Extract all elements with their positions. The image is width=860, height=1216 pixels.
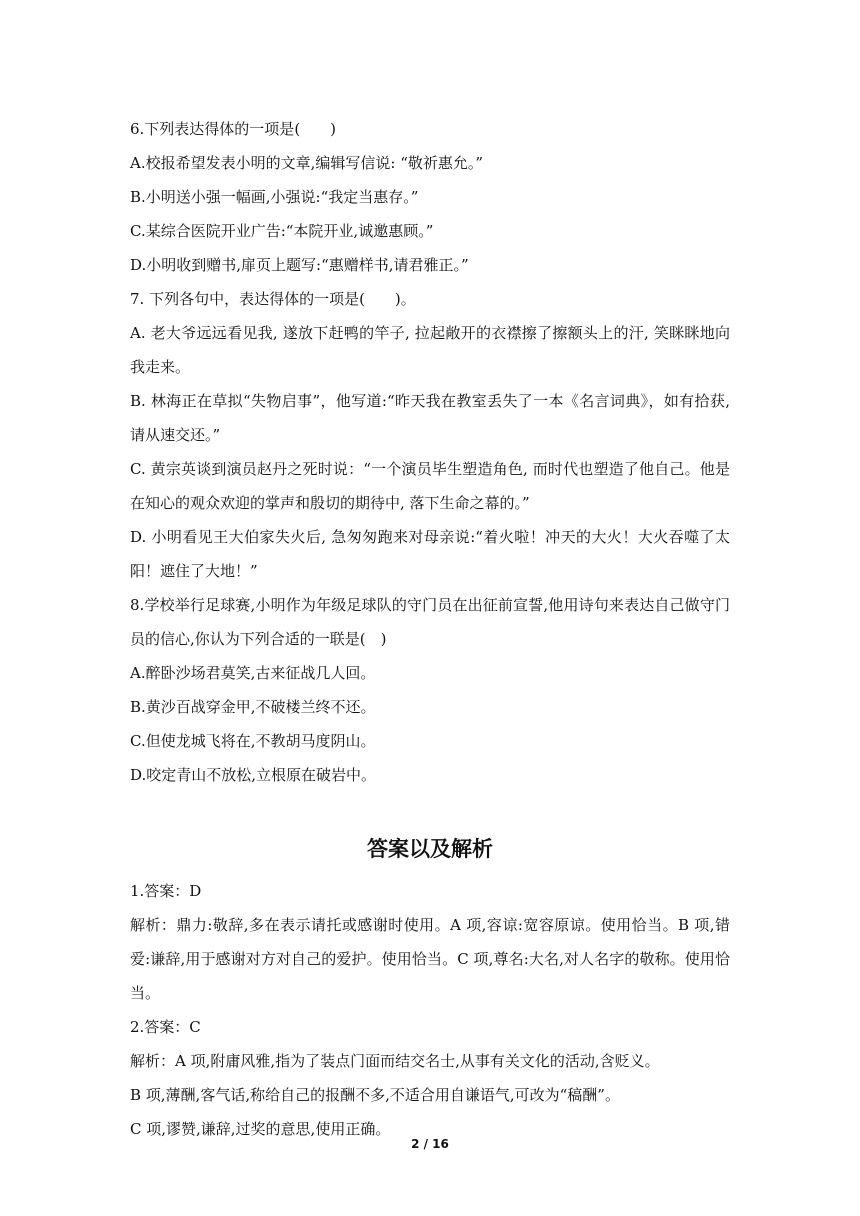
explanation-2-a: 解析：A 项,附庸风雅,指为了装点门面而结交名士,从事有关文化的活动,含贬义。 [130, 1052, 660, 1070]
option-d: D.咬定青山不放松,立根原在破岩中。 [130, 766, 377, 784]
explanation-1: 解析：鼎力:敬辞,多在表示请托或感谢时使用。A 项,容谅:宽容原谅。使用恰当。B 项,错爱:谦辞,用于感谢对方对自己的爱护。使用恰当。C 项,尊名:大名,对人名字的敬称。使用恰当。 [130, 916, 730, 1002]
option-c: C.但使龙城飞将在,不教胡马度阴山。 [130, 732, 376, 750]
explanation-2-b: B 项,薄酬,客气话,称给自己的报酬不多,不适合用自谦语气,可改为“稿酬”。 [130, 1086, 620, 1104]
page-content [130, 112, 730, 1146]
option-b: B. 林海正在草拟“失物启事”，他写道:“昨天我在教室丢失了一本《名言词典》，如有拾获, 请从速交还。” [130, 392, 730, 444]
answer-2: 2.答案：C [130, 1018, 201, 1036]
question-8 [130, 588, 730, 792]
option-a: A. 老大爷远远看见我, 遂放下赶鸭的竿子, 拉起敞开的衣襟擦了擦额头上的汗, 笑眯眯地向我走来。 [130, 324, 730, 376]
option-d: D.小明收到赠书,扉页上题写:“惠赠样书,请君雅正。” [130, 256, 469, 274]
option-d: D. 小明看见王大伯家失火后, 急匆匆跑来对母亲说:“着火啦！冲天的大火！大火吞噬了太阳！遮住了大地！” [130, 528, 730, 580]
question-7 [130, 282, 730, 588]
question-stem: 8.学校举行足球赛,小明作为年级足球队的守门员在出征前宣誓,他用诗句来表达自己做守门员的信心,你认为下列合适的一联是( ) [130, 596, 730, 648]
option-c: C. 黄宗英谈到演员赵丹之死时说：“一个演员毕生塑造角色, 而时代也塑造了他自己。他是在知心的观众欢迎的掌声和殷切的期待中, 落下生命之幕的。” [130, 460, 730, 512]
option-b: B.黄沙百战穿金甲,不破楼兰终不还。 [130, 698, 376, 716]
section-title: 答案以及解析 [367, 837, 493, 861]
option-c: C.某综合医院开业广告:“本院开业,诚邀惠顾。” [130, 222, 434, 240]
answers-section [130, 834, 730, 1146]
explanation-2-c: C 项,谬赞,谦辞,过奖的意思,使用正确。 [130, 1120, 391, 1138]
question-stem: 6.下列表达得体的一项是( ) [130, 120, 337, 138]
question-6 [130, 112, 730, 282]
page-number: 2 / 16 [411, 1137, 449, 1151]
question-stem: 7. 下列各句中，表达得体的一项是( )。 [130, 290, 416, 308]
option-a: A.醉卧沙场君莫笑,古来征战几人回。 [130, 664, 376, 682]
answer-1: 1.答案：D [130, 882, 202, 900]
option-b: B.小明送小强一幅画,小强说:“我定当惠存。” [130, 188, 419, 206]
option-a: A.校报希望发表小明的文章,编辑写信说: “敬祈惠允。” [130, 154, 484, 172]
